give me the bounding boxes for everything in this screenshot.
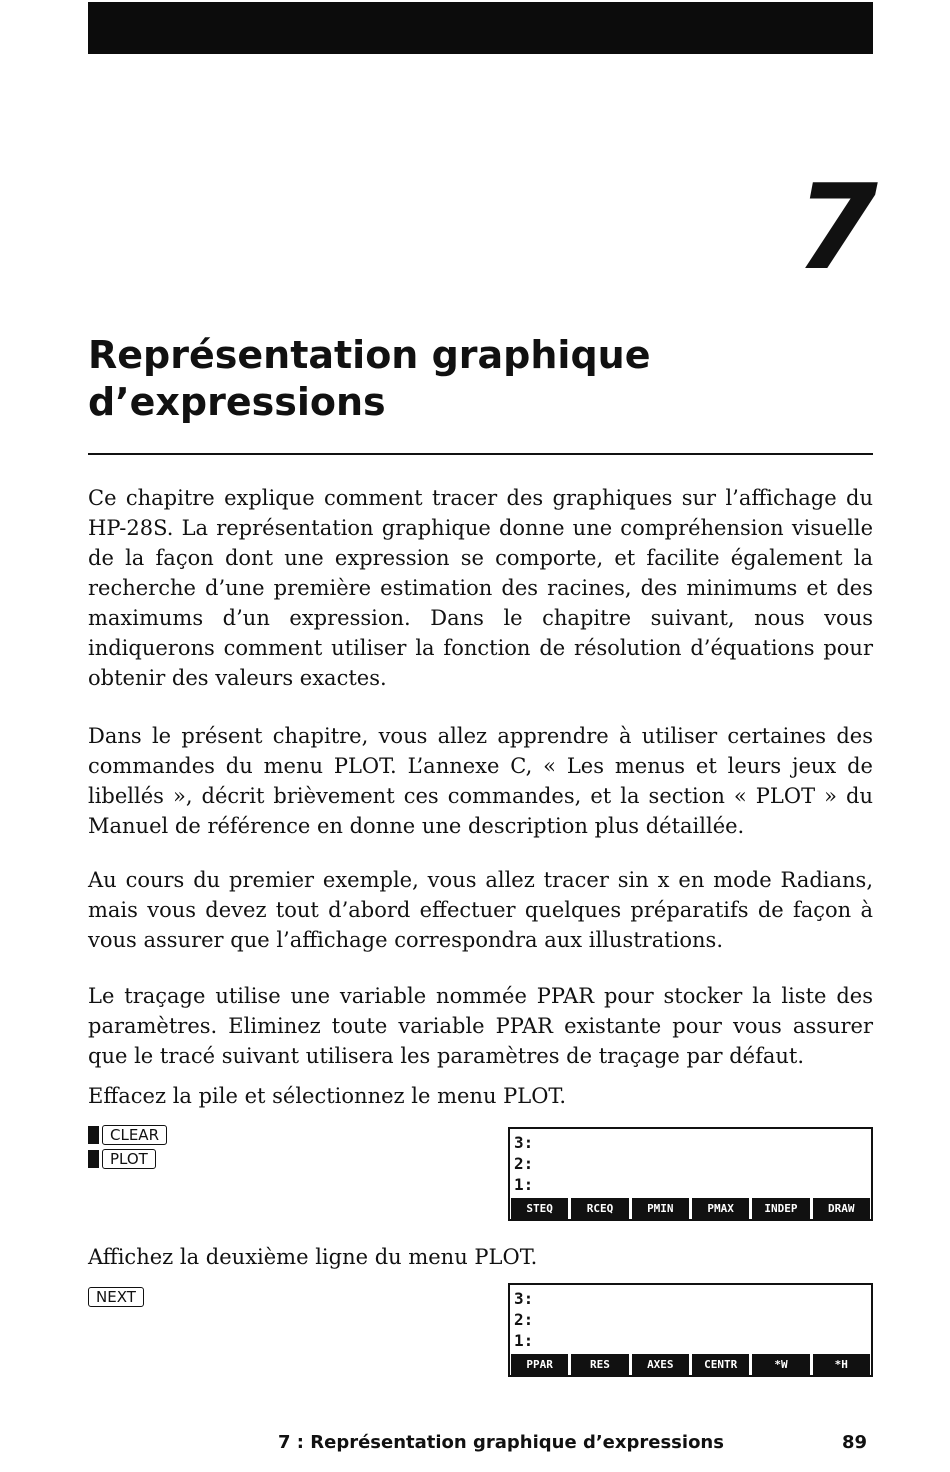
menu-key: PPAR xyxy=(511,1354,568,1375)
plot-keystroke xyxy=(88,1147,167,1171)
menu-key: RES xyxy=(571,1354,628,1375)
stack-level-1: 1: xyxy=(514,1331,534,1350)
stack-level-3: 3: xyxy=(514,1133,534,1152)
running-footer: 7 : Représentation graphique d’expressions xyxy=(278,1432,724,1453)
menu-key: RCEQ xyxy=(571,1198,628,1219)
chapter-title-line-2: d’expressions xyxy=(88,380,386,424)
menu-key: STEQ xyxy=(511,1198,568,1219)
stack-level-3: 3: xyxy=(514,1289,534,1308)
menu-key: INDEP xyxy=(752,1198,809,1219)
chapter-title xyxy=(88,332,788,426)
menu-key: AXES xyxy=(632,1354,689,1375)
menu-row xyxy=(510,1198,871,1219)
stack-levels xyxy=(514,1288,533,1351)
plot-key: PLOT xyxy=(102,1149,156,1169)
top-band xyxy=(88,2,873,54)
shift-key xyxy=(88,1150,99,1168)
menu-key: PMAX xyxy=(692,1198,749,1219)
step1-keystrokes xyxy=(88,1123,167,1171)
paragraph-4: Le traçage utilise une variable nommée PPAR pour stocker la liste des paramètres. Eliminez toute variable PPAR existante pour vous assurer que le tracé suivant utilisera les paramètres de traçage par défaut. xyxy=(88,984,873,1068)
step2-keystrokes xyxy=(88,1285,144,1309)
calculator-display-2 xyxy=(508,1283,873,1377)
paragraph-3: Au cours du premier exemple, vous allez tracer sin x en mode Radians, mais vous devez tout d’abord effectuer quelques préparatifs de façon à vous assurer que l’affichage correspondra aux illustrations. xyxy=(88,868,873,952)
paragraph-5: Effacez la pile et sélectionnez le menu PLOT. xyxy=(88,1084,567,1108)
clear-keystroke xyxy=(88,1123,167,1147)
menu-key: CENTR xyxy=(692,1354,749,1375)
menu-key: *H xyxy=(813,1354,870,1375)
title-rule xyxy=(88,453,873,455)
stack-levels xyxy=(514,1132,533,1195)
menu-row xyxy=(510,1354,871,1375)
next-key: NEXT xyxy=(88,1287,144,1307)
clear-key: CLEAR xyxy=(102,1125,167,1145)
paragraph-2: Dans le présent chapitre, vous allez apprendre à utiliser certaines des commandes du menu PLOT. L’annexe C, « Les menus et leurs jeux de libellés », décrit brièvement ces commandes, et la section « PLOT » du Manuel de référence en donne une description plus détaillée. xyxy=(88,724,873,838)
menu-key: DRAW xyxy=(813,1198,870,1219)
page-number: 89 xyxy=(842,1432,868,1453)
chapter-title-line-1: Représentation graphique xyxy=(88,333,651,377)
stack-level-1: 1: xyxy=(514,1175,534,1194)
paragraph-1: Ce chapitre explique comment tracer des graphiques sur l’affichage du HP-28S. La représentation graphique donne une compréhension visuelle de la façon dont une expression se comporte, et facilite également la recherche d’une première estimation des racines, des minimums et des maximums d’un expression. Dans le chapitre suivant, nous vous indiquerons comment utiliser la fonction de résolution d’équations pour obtenir des valeurs exactes. xyxy=(88,486,873,690)
stack-level-2: 2: xyxy=(514,1310,534,1329)
chapter-number: 7 xyxy=(795,158,874,296)
calculator-display-1 xyxy=(508,1127,873,1221)
menu-key: PMIN xyxy=(632,1198,689,1219)
stack-level-2: 2: xyxy=(514,1154,534,1173)
shift-key xyxy=(88,1126,99,1144)
paragraph-6: Affichez la deuxième ligne du menu PLOT. xyxy=(88,1245,538,1269)
menu-key: *W xyxy=(752,1354,809,1375)
